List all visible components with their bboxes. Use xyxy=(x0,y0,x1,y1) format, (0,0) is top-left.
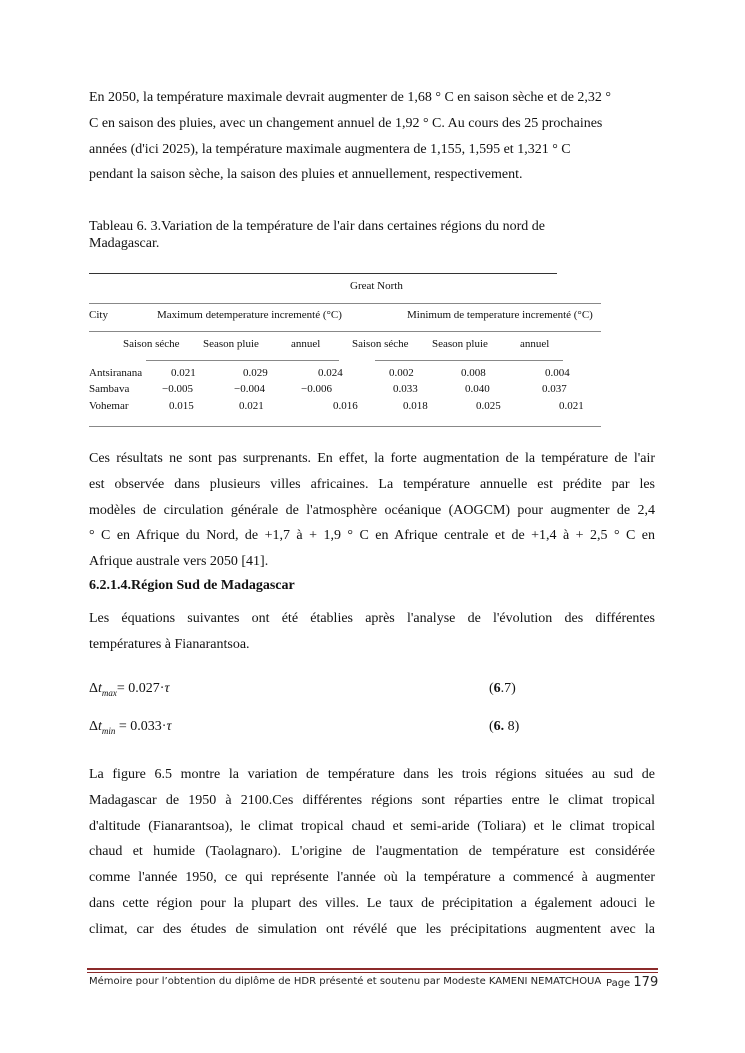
text-line: comme l'année 1950, ce qui représente l'année où la température a commencé à augmenter xyxy=(89,870,655,886)
table-group-max: Maximum detemperature incrementé (°C) xyxy=(157,309,342,321)
table-top-rule xyxy=(89,273,557,274)
table-cell: 0.040 xyxy=(465,383,490,395)
table-subheader: Saison séche xyxy=(123,338,180,350)
table-caption: Tableau 6. 3.Variation de la température de l'air dans certaines régions du nord de Madagascar. xyxy=(89,219,545,251)
table-subheader: annuel xyxy=(520,338,550,350)
eq-variable: t xyxy=(98,719,102,734)
table-subheader: Saison séche xyxy=(352,338,409,350)
table-cell: 0.018 xyxy=(403,400,428,412)
table-cell: 0.016 xyxy=(333,400,358,412)
table-rule xyxy=(89,331,601,332)
table-cell-city: Antsiranana xyxy=(89,367,143,379)
text-line: pendant la saison sèche, la saison des pluies et annuellement, respectivement. xyxy=(89,167,523,183)
table-rule xyxy=(375,360,563,361)
table-cell: −0.004 xyxy=(234,383,265,395)
section-heading: 6.2.1.4.Région Sud de Madagascar xyxy=(89,578,295,593)
equation-number: (6. 8) xyxy=(489,719,520,734)
table-cell-city: Vohemar xyxy=(89,400,129,412)
table-cell: 0.021 xyxy=(559,400,584,412)
table-cell: 0.033 xyxy=(393,383,418,395)
equation-max xyxy=(89,681,169,698)
text-line: modèles de circulation générale de l'atmosphère océanique (AOGCM) pour augmenter de 2,4 xyxy=(89,502,655,518)
intro-paragraph xyxy=(89,85,655,188)
text-line: La figure 6.5 montre la variation de température dans les trois régions situées au sud de xyxy=(89,767,655,782)
text-line: C en saison des pluies, avec un changement annuel de 1,92 ° C. Au cours des 25 prochaines xyxy=(89,115,603,131)
text-line: climat, car des études de simulation ont révélé que les précipitations augmentent avec la xyxy=(89,921,655,937)
table-region-header: Great North xyxy=(350,280,403,292)
eq-rhs: = 0.027· xyxy=(116,681,165,696)
text-line: est observée dans plusieurs villes africaines. La température annuelle est prédite par les xyxy=(89,476,655,492)
footer-rule xyxy=(87,968,658,970)
figure-description-paragraph xyxy=(89,762,655,943)
equations-intro-paragraph xyxy=(89,606,655,658)
table-subheader: annuel xyxy=(291,338,321,350)
text-line: En 2050, la température maximale devrait augmenter de 1,68 ° C en saison sèche et de 2,32 ° xyxy=(89,90,612,105)
table-rule xyxy=(146,360,339,361)
delta-symbol: Δ xyxy=(89,681,99,696)
text-line: chaud et humide (Taolagnaro). L'origine de l'augmentation de température est considérée xyxy=(89,844,655,860)
table-cell: 0.021 xyxy=(239,400,264,412)
eq-subscript: min xyxy=(101,725,116,736)
table-cell: 0.025 xyxy=(476,400,501,412)
delta-symbol: Δ xyxy=(89,719,99,734)
table-cell: 0.037 xyxy=(542,383,567,395)
eq-number-bold: 6. xyxy=(493,719,505,734)
text-line: Madagascar de 1950 à 2100.Ces différentes régions sont réparties entre le climat tropical xyxy=(89,792,655,808)
table-group-min: Minimum de temperature incrementé (°C) xyxy=(407,309,593,321)
eq-number-bold: 6 xyxy=(493,681,501,696)
eq-variable: t xyxy=(98,681,102,696)
tau-symbol: τ xyxy=(166,719,172,734)
results-paragraph xyxy=(89,446,655,575)
table-cell: 0.021 xyxy=(171,367,196,379)
table-subheader: Season pluie xyxy=(203,338,259,350)
page-number-value: 179 xyxy=(633,975,659,990)
table-cell: −0.006 xyxy=(301,383,332,395)
table-cell: 0.002 xyxy=(389,367,414,379)
page-number xyxy=(606,975,658,990)
text-line: d'altitude (Fianarantsoa), le climat tropical chaud et semi-aride (Toliara) et le climat tropical xyxy=(89,818,655,834)
table-cell-city: Sambava xyxy=(89,383,130,395)
table-subheader: Season pluie xyxy=(432,338,488,350)
eq-subscript: max xyxy=(101,687,117,698)
table-cell: 0.015 xyxy=(169,400,194,412)
text-line: températures à Fianarantsoa. xyxy=(89,636,250,652)
table-cell: 0.008 xyxy=(461,367,486,379)
page-label: Page xyxy=(606,978,631,989)
footer-rule xyxy=(87,972,658,973)
eq-rhs: = 0.033· xyxy=(115,719,167,734)
table-cell: 0.004 xyxy=(545,367,570,379)
footer-text: Mémoire pour l’obtention du diplôme de HDR présenté et soutenu par Modeste KAMENI NEMATCHOUA xyxy=(89,976,602,987)
table-cell: 0.029 xyxy=(243,367,268,379)
table-cell: −0.005 xyxy=(162,383,193,395)
eq-number-rest: 8 xyxy=(504,719,515,734)
table-cell: 0.024 xyxy=(318,367,343,379)
text-line: dans cette région pour la plupart des villes. Le taux de précipitation a également adouci le xyxy=(89,895,655,911)
tau-symbol: τ xyxy=(164,681,170,696)
table-col-city: City xyxy=(89,309,108,321)
equation-number: (6.7) xyxy=(489,681,516,696)
eq-number-rest: .7 xyxy=(500,681,512,696)
text-line: Ces résultats ne sont pas surprenants. En effet, la forte augmentation de la température de l'air xyxy=(89,451,655,466)
text-line: ° C en Afrique du Nord, de +1,7 à + 1,9 ° C en Afrique centrale et de +1,4 à + 2,5 ° C en xyxy=(89,528,655,544)
text-line: Afrique australe vers 2050 [41]. xyxy=(89,554,269,570)
equation-min xyxy=(89,719,171,736)
text-line: Les équations suivantes ont été établies après l'analyse de l'évolution des différentes xyxy=(89,611,655,626)
table-bottom-rule xyxy=(89,426,601,427)
table-rule xyxy=(89,303,601,304)
text-line: années (d'ici 2025), la température maximale augmentera de 1,155, 1,595 et 1,321 ° C xyxy=(89,141,571,157)
